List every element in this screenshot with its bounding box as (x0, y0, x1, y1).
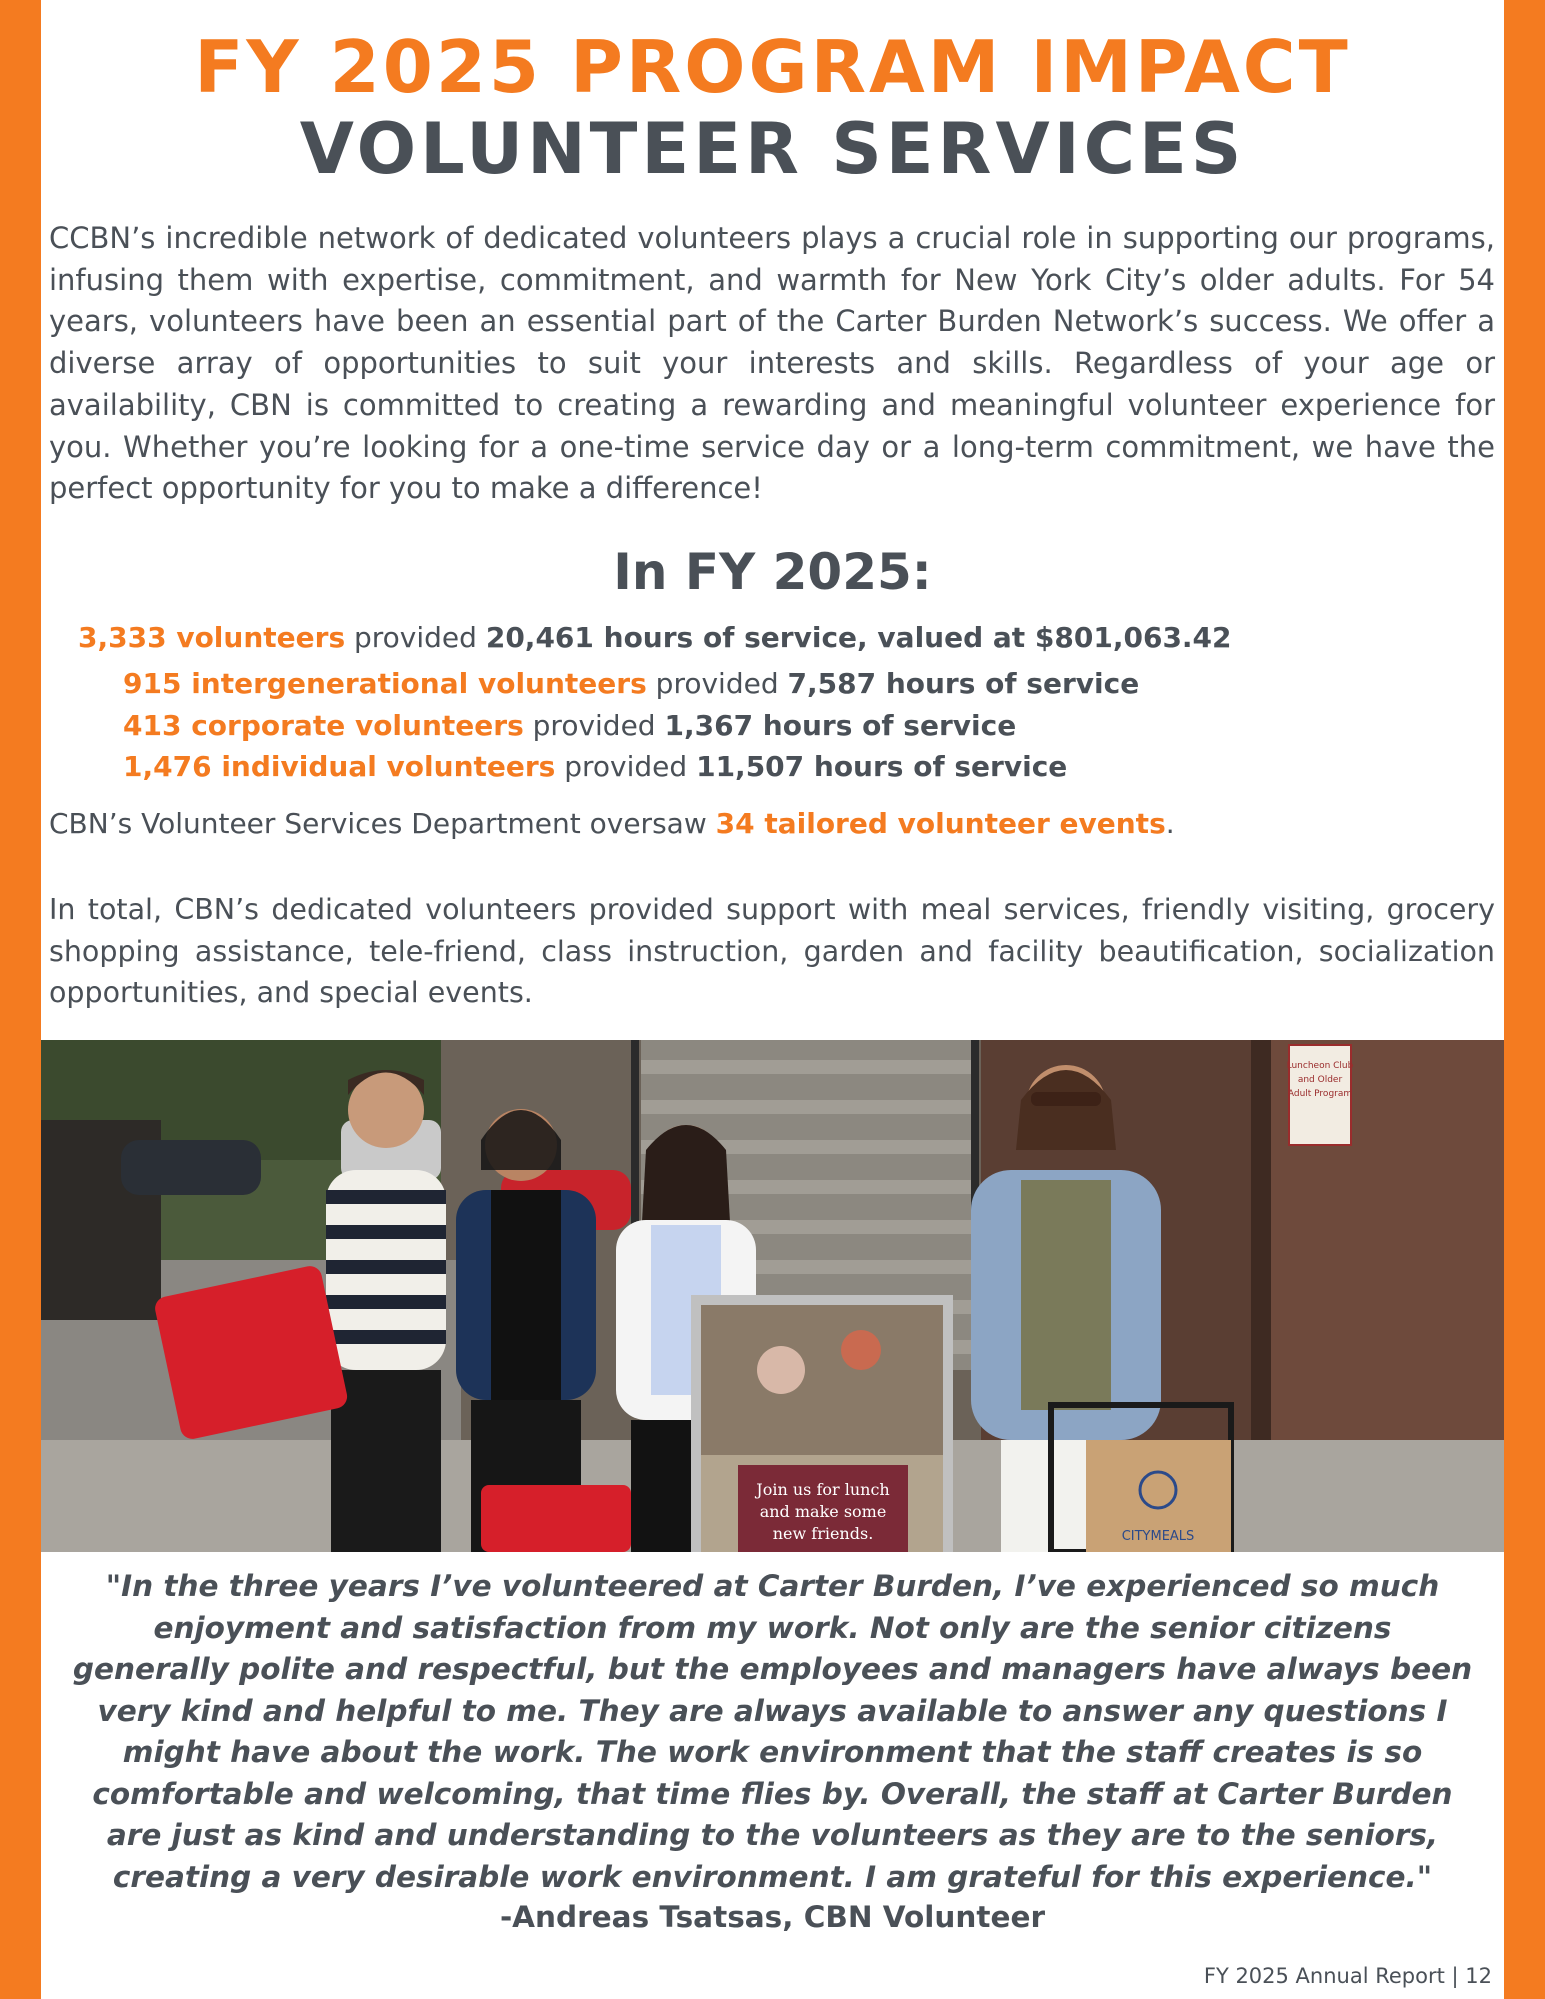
stat-hours: 7,587 hours of service (787, 667, 1140, 700)
stat-total-volunteers: 3,333 volunteers (78, 621, 346, 654)
report-page (41, 0, 1504, 1999)
wall-sign-line: Adult Program (1287, 1089, 1353, 1099)
events-highlight: 34 tailored volunteer events (715, 807, 1166, 840)
events-text: CBN’s Volunteer Services Department oversaw (49, 807, 716, 840)
sign-line: Join us for lunch (756, 1480, 890, 1499)
stat-total-hours: 20,461 hours of service, valued at $801,063.42 (485, 621, 1232, 654)
box-label: CITYMEALS (1121, 1529, 1195, 1544)
events-line (49, 804, 1175, 844)
stat-verb: provided (555, 750, 697, 783)
stat-label: 413 corporate volunteers (123, 709, 524, 742)
stat-corporate (123, 706, 1016, 746)
sign-line: and make some (759, 1502, 887, 1521)
stats-heading: In FY 2025: (613, 543, 932, 601)
wall-sign-line: Luncheon Club (1286, 1061, 1354, 1071)
quote-attribution: -Andreas Tsatsas, CBN Volunteer (499, 1900, 1046, 1934)
page-footer: FY 2025 Annual Report | 12 (1203, 1964, 1492, 1988)
sign-line: new friends. (772, 1524, 874, 1543)
stat-total (78, 618, 1232, 658)
summary-paragraph: In total, CBN’s dedicated volunteers provided support with meal services, friendly visiting, grocery shopping assistance, tele-friend, class instruction, garden and facility beautification, socialization opportunities, and special events. (49, 893, 1495, 1009)
stat-verb: provided (646, 667, 788, 700)
events-end: . (1165, 807, 1175, 840)
stat-intergenerational (123, 664, 1139, 704)
lunch-sign (691, 1295, 953, 1552)
stat-hours: 11,507 hours of service (696, 750, 1068, 783)
volunteers-photo (41, 1040, 1504, 1552)
volunteers-photo-illustration (41, 1040, 1504, 1552)
intro-paragraph: CCBN’s incredible network of dedicated volunteers plays a crucial role in supporting our programs, infusing them with expertise, commitment, and warmth for New York City’s older adults. For 54 years, volunteers have been an essential part of the Carter Burden Network’s success. We offer a diverse array of opportunities to suit your interests and skills. Regardless of your age or availability, CBN is committed to creating a rewarding and meaningful volunteer experience for you. Whether you’re looking for a one-time service day or a long-term commitment, we have the perfect opportunity for you to make a difference! (49, 221, 1495, 506)
wall-sign-line: and Older (1297, 1075, 1343, 1085)
stat-total-verb: provided (345, 621, 486, 654)
stat-verb: provided (523, 709, 665, 742)
stat-individual (123, 747, 1067, 787)
volunteer-quote: "In the three years I’ve volunteered at Carter Burden, I’ve experienced so much enjoyment and satisfaction from my work. Not only are the senior citizens generally polite and respectful, but the employees and managers have always been very kind and helpful to me. They are always available to answer any questions I might have about the work. The work environment that the staff creates is so comfortable and welcoming, that time flies by. Overall, the staff at Carter Burden are just as kind and understanding to the volunteers as they are to the seniors, creating a very desirable work environment. I am grateful for this experience." (72, 1569, 1473, 1894)
page-subtitle: VOLUNTEER SERVICES (299, 108, 1246, 190)
stat-label: 915 intergenerational volunteers (123, 667, 647, 700)
page-title: FY 2025 PROGRAM IMPACT (194, 25, 1351, 109)
stat-label: 1,476 individual volunteers (123, 750, 556, 783)
stat-hours: 1,367 hours of service (664, 709, 1017, 742)
